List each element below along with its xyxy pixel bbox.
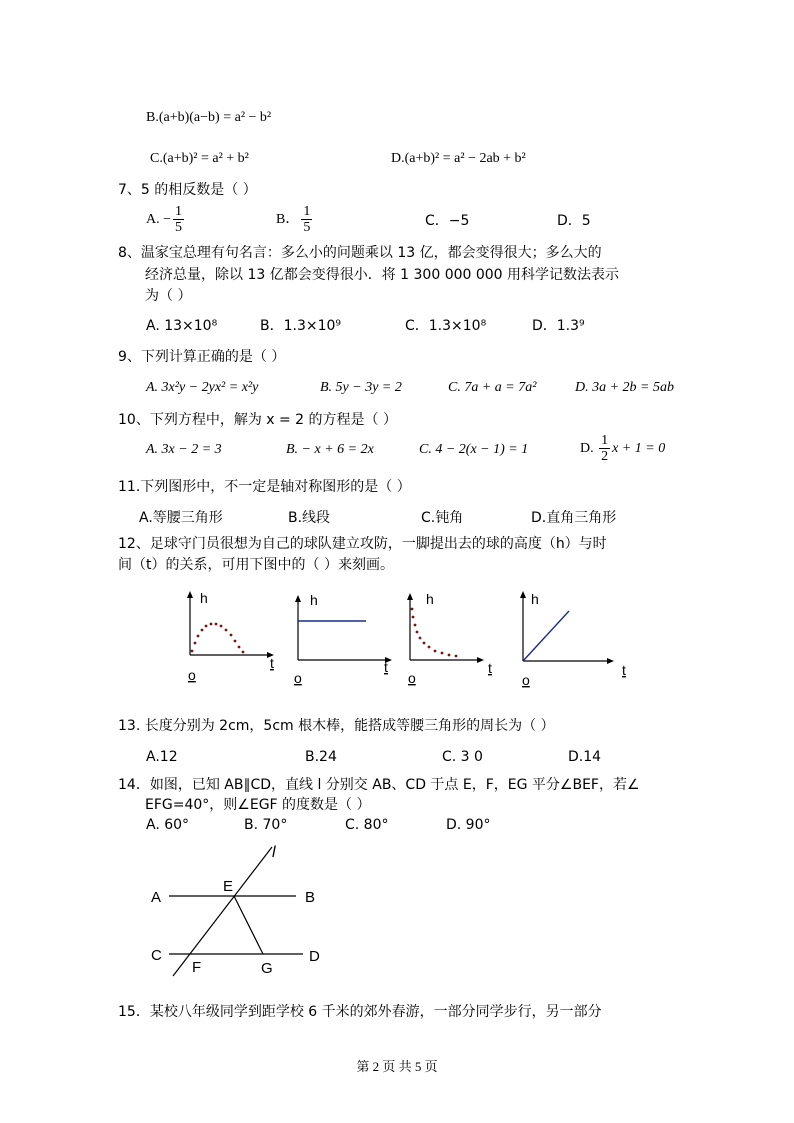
q7-a-label: A. (146, 212, 160, 227)
q14-option-d: D. 90° (446, 817, 491, 833)
q9-option-d: D. 3a + 2b = 5ab (575, 380, 675, 395)
q8-option-d: D．1.3⁹ (532, 318, 585, 334)
q14-line-1: 14．如图，已知 AB∥CD，直线 l 分别交 AB、CD 于点 E，F，EG 平分∠BEF，若∠ (118, 777, 640, 793)
q12-graph-4 (520, 591, 626, 688)
q12-graph-1 (187, 590, 274, 683)
graph4-t-label: t (622, 662, 626, 678)
q7-option-d: D．5 (557, 213, 591, 229)
graph4-x-arrow (607, 658, 614, 664)
graph4-o-label: o (522, 672, 530, 688)
q12-line-2: 间（t）的关系，可用下图中的（ ）来刻画。 (118, 557, 394, 573)
q9-option-c: C. 7a + a = 7a² (448, 380, 537, 395)
q11-option-d: D.直角三角形 (531, 510, 617, 526)
graph4-y-arrow (520, 591, 526, 598)
q7-option-c: C．−5 (425, 213, 470, 229)
graph1-o-label: o (188, 667, 196, 683)
label-c: C (151, 947, 162, 964)
q13-stem: 13. 长度分别为 2cm，5cm 根木棒，能搭成等腰三角形的周长为（ ） (118, 718, 555, 734)
q8-option-a: A. 13×10⁸ (146, 318, 218, 334)
q12-graphs (170, 585, 650, 690)
q7-option-b (276, 203, 314, 237)
q8-line-1: 8、温家宝总理有句名言：多么小的问题乘以 13 亿，都会变得很大；多么大的 (118, 245, 602, 261)
q11-option-a: A.等腰三角形 (139, 510, 223, 526)
q12-graph-2 (294, 592, 392, 686)
q7-b-denominator: 5 (303, 220, 311, 236)
q8-option-b: B．1.3×10⁹ (260, 318, 342, 334)
graph2-o-label: o (294, 670, 302, 686)
q11-stem: 11.下列图形中，不一定是轴对称图形的是（ ） (118, 479, 411, 495)
q7-a-denominator: 5 (175, 220, 183, 236)
line-l (173, 847, 272, 976)
q10-d-rest: x + 1 = 0 (612, 441, 666, 456)
q8-option-c: C．1.3×10⁸ (405, 318, 487, 334)
q15-line-1: 15．某校八年级同学到距学校 6 千米的郊外春游，一部分同学步行，另一部分 (118, 1004, 602, 1020)
q8-line-3: 为（ ） (145, 288, 192, 304)
q9-stem: 9、下列计算正确的是（ ） (118, 349, 286, 365)
q14-option-a: A. 60° (146, 817, 190, 833)
q9-option-a: A. 3x²y − 2yx² = x²y (146, 380, 259, 395)
q10-stem: 10、下列方程中，解为 x = 2 的方程是（ ） (118, 412, 397, 428)
graph4-line (523, 611, 569, 661)
graph3-y-arrow (407, 593, 413, 600)
graph1-h-label: h (200, 590, 208, 606)
graph4-h-label: h (531, 591, 539, 607)
q10-option-b: B. − x + 6 = 2x (286, 442, 374, 457)
page-footer: 第 2 页 共 5 页 (356, 1059, 438, 1074)
q7-b-label: B． (276, 212, 300, 227)
graph1-curve (191, 623, 245, 654)
graph3-o-label: o (408, 670, 416, 686)
label-a: A (151, 889, 162, 906)
q7-b-numerator: 1 (303, 204, 311, 220)
q10-d-label: D. (580, 441, 594, 456)
q11-option-c: C.钝角 (421, 510, 464, 526)
q13-option-a: A.12 (146, 749, 178, 765)
label-d: D (309, 948, 320, 965)
q9-option-b: B. 5y − 3y = 2 (320, 380, 402, 395)
q6-option-d: D.(a+b)² = a² − 2ab + b² (391, 151, 526, 166)
q14-line-2: EFG=40°，则∠EGF 的度数是（ ） (145, 797, 371, 813)
q7-a-fraction (173, 204, 184, 235)
q10-d-fraction (599, 433, 610, 464)
q14-option-c: C. 80° (345, 817, 389, 833)
graph2-h-label: h (310, 592, 318, 608)
graph3-h-label: h (426, 591, 434, 607)
q7-a-sign: − (163, 212, 172, 227)
graph3-t-label: t (488, 660, 492, 676)
q13-option-b: B.24 (305, 749, 337, 765)
q6-option-c: C.(a+b)² = a² + b² (150, 151, 249, 166)
label-g: G (261, 960, 273, 977)
q14-figure (145, 840, 345, 985)
q10-option-a: A. 3x − 2 = 3 (146, 442, 222, 457)
graph2-y-arrow (295, 595, 301, 602)
q10-option-c: C. 4 − 2(x − 1) = 1 (419, 442, 529, 457)
q12-line-1: 12、足球守门员很想为自己的球队建立攻防，一脚提出去的球的高度（h）与时 (118, 536, 607, 552)
q13-option-c: C. 3 0 (442, 749, 483, 765)
label-f: F (192, 959, 202, 976)
graph1-y-arrow (187, 591, 193, 598)
q7-stem: 7、5 的相反数是（ ） (118, 182, 257, 198)
q11-option-b: B.线段 (288, 510, 331, 526)
label-b: B (305, 889, 316, 906)
graph2-t-label: t (384, 659, 388, 675)
graph1-t-label: t (270, 655, 274, 671)
q7-option-a (146, 203, 186, 237)
q10-option-d (580, 432, 665, 466)
label-e: E (223, 878, 234, 895)
graph3-curve (411, 608, 458, 658)
graph3-x-arrow (477, 657, 484, 663)
q14-option-b: B. 70° (244, 817, 288, 833)
q7-a-numerator: 1 (175, 204, 183, 220)
q7-b-fraction (301, 204, 312, 235)
label-l: l (272, 844, 276, 861)
q10-d-denominator: 2 (601, 449, 609, 465)
q12-graph-3 (407, 591, 492, 686)
q6-option-b: B.(a+b)(a−b) = a² − b² (146, 110, 272, 125)
q10-d-numerator: 1 (601, 433, 609, 449)
q8-line-2: 经济总量，除以 13 亿都会变得很小．将 1 300 000 000 用科学记数法表示 (145, 267, 620, 283)
q13-option-d: D.14 (568, 749, 602, 765)
segment-eg (234, 896, 263, 954)
